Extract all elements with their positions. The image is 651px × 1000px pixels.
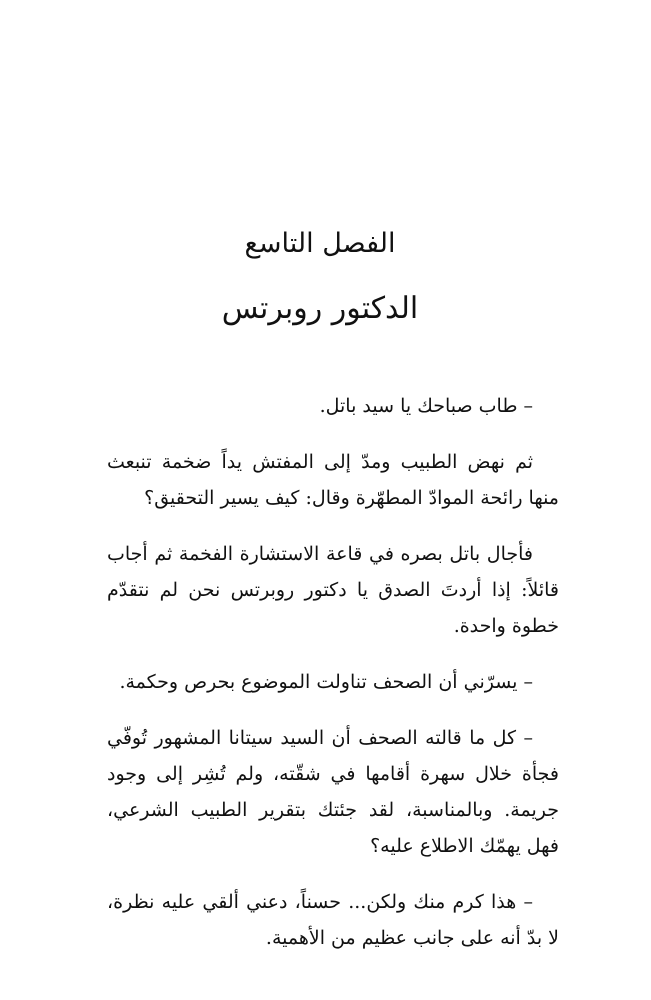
chapter-title: الدكتور روبرتس: [221, 291, 419, 326]
paragraph: – كل ما قالته الصحف أن السيد سيتانا المشهور تُوفّي فجأة خلال سهرة أقامها في شقّته، ولم تُشِر إلى وجود جريمة. وبالمناسبة، لقد جئتك بتقرير الطبيب الشرعي، فهل يهمّك الاطلاع عليه؟: [107, 727, 559, 857]
paragraph: – طاب صباحك يا سيد باتل.: [319, 395, 533, 417]
paragraph: – يسرّني أن الصحف تناولت الموضوع بحرص وحكمة.: [119, 671, 533, 693]
paragraph: ثم نهض الطبيب ومدّ إلى المفتش يداً ضخمة تنبعث منها رائحة الموادّ المطهّرة وقال: كيف يسير التحقيق؟: [107, 451, 559, 509]
paragraph: – هذا كرم منك ولكن... حسناً، دعني ألقي عليه نظرة، لا بدّ أنه على جانب عظيم من الأهمية.: [107, 891, 559, 949]
body-text: [107, 388, 559, 976]
chapter-number: الفصل التاسع: [244, 228, 396, 259]
paragraph: فأجال باتل بصره في قاعة الاستشارة الفخمة ثم أجاب قائلاً: إذا أردتَ الصدق يا دكتور روبرتس نحن لم نتقدّم خطوة واحدة.: [107, 543, 559, 637]
